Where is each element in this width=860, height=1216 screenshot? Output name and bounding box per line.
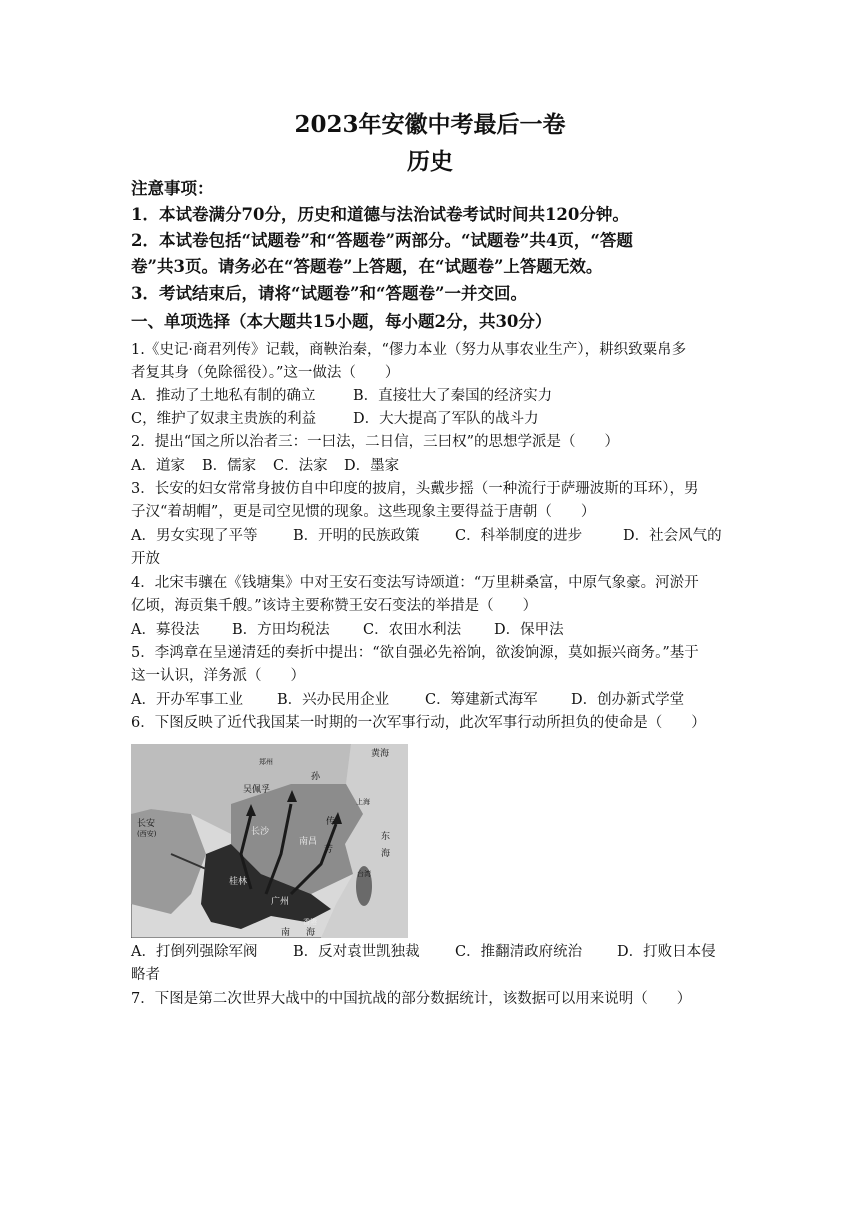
- option: A．打倒列强除军阀: [131, 944, 258, 960]
- notice-item: 1．本试卷满分70分，历史和道德与法治试卷考试时间共120分钟。: [131, 205, 629, 224]
- option: C．科举制度的进步: [455, 528, 583, 544]
- option: B．兴办民用企业: [277, 692, 390, 708]
- map-label: 长沙: [251, 827, 270, 837]
- option-wrap: 开放: [131, 551, 160, 567]
- option-wrap: 略者: [131, 967, 160, 983]
- option: D．大大提高了军队的战斗力: [353, 411, 539, 427]
- exam-title: 2023年安徽中考最后一卷: [294, 111, 566, 138]
- option: B．反对袁世凯独裁: [293, 944, 420, 960]
- option: A．男女实现了平等: [131, 528, 258, 544]
- section-heading: 一、单项选择（本大题共15小题，每小题2分，共30分）: [131, 312, 552, 331]
- notice-item: 2．本试卷包括“试题卷”和“答题卷”两部分。“试题卷”共4页，“答题: [131, 231, 633, 250]
- question-stem: 2．提出“国之所以治者三：一曰法，二日信，三曰权”的思想学派是（ ）: [131, 434, 620, 450]
- map-label: 桂林: [229, 877, 248, 887]
- map-label: 黄海: [371, 749, 390, 759]
- option: B．方田均税法: [232, 622, 330, 638]
- map-label: 上海: [356, 798, 370, 806]
- option: C．筹建新式海军: [425, 692, 538, 708]
- notice-item: 卷”共3页。请务必在“答题卷”上答题，在“试题卷”上答题无效。: [131, 257, 603, 276]
- map-label: 孙: [311, 772, 321, 782]
- question-stem: 者复其身（免除徭役）。”这一做法（ ）: [131, 365, 400, 381]
- option: C．农田水利法: [363, 622, 462, 638]
- option: A．开办军事工业: [131, 692, 243, 708]
- option: D．保甲法: [494, 622, 564, 638]
- option-row: [131, 387, 731, 405]
- map-label: 南: [281, 928, 291, 938]
- option-row: [131, 527, 731, 545]
- option: C，维护了奴隶主贵族的利益: [131, 411, 317, 427]
- map-label: 郑州: [259, 758, 273, 766]
- option-row: [131, 410, 731, 428]
- map-label: 广州: [271, 897, 290, 907]
- option: D．创办新式学堂: [571, 692, 685, 708]
- question-stem: 3．长安的妇女常常身披仿自中印度的披肩，头戴步摇（一种流行于萨珊波斯的耳环），男: [131, 481, 699, 497]
- option: D．打败日本侵: [617, 944, 716, 960]
- notice-heading: 注意事项：: [131, 179, 214, 198]
- map-label: (西安): [137, 830, 157, 838]
- option-row: [131, 457, 731, 475]
- option: A．募役法: [131, 622, 200, 638]
- question-stem: 7．下图是第二次世界大战中的中国抗战的部分数据统计，该数据可以用来说明（ ）: [131, 991, 692, 1007]
- option-row: [131, 621, 731, 639]
- map-label: 海: [381, 849, 391, 859]
- map-label: 香港: [303, 918, 317, 926]
- option: D．墨家: [344, 458, 400, 474]
- question-stem: 这一认识，洋务派（ ）: [131, 668, 305, 684]
- option-row: [131, 943, 731, 961]
- northern-expedition-map: [131, 744, 408, 938]
- map-label: 台湾: [357, 870, 371, 878]
- map-label: 南昌: [299, 837, 318, 847]
- option: B．直接壮大了秦国的经济实力: [353, 388, 553, 404]
- option-row: [131, 691, 731, 709]
- option: A．推动了土地私有制的确立: [131, 388, 316, 404]
- notice-item: 3．考试结束后，请将“试题卷”和“答题卷”一并交回。: [131, 284, 527, 303]
- map-label: 吴佩孚: [243, 785, 271, 795]
- option: D．社会风气的: [623, 528, 722, 544]
- option: B．儒家: [202, 458, 257, 474]
- map-label: 传: [326, 817, 336, 827]
- question-stem: 6．下图反映了近代我国某一时期的一次军事行动，此次军事行动所担负的使命是（ ）: [131, 715, 706, 731]
- option: C．法家: [273, 458, 328, 474]
- map-label: 海: [306, 928, 316, 938]
- map-label: 长安: [137, 819, 156, 829]
- map-label: 东: [381, 832, 391, 842]
- question-stem: 1.《史记·商君列传》记载，商鞅治秦，“僇力本业（努力从事农业生产），耕织致粟帛多: [131, 342, 687, 358]
- question-stem: 5．李鸿章在呈递清廷的奏折中提出：“欲自强必先裕饷，欲浚饷源，莫如振兴商务。”基于: [131, 645, 699, 661]
- map-label: 芳: [324, 845, 334, 855]
- option: B．开明的民族政策: [293, 528, 420, 544]
- question-stem: 4．北宋韦骧在《钱塘集》中对王安石变法写诗颂道：“万里耕桑富，中原气象豪。河淤开: [131, 575, 699, 591]
- subject-title: 历史: [407, 148, 453, 175]
- option: A．道家: [131, 458, 185, 474]
- question-stem: 子汉“着胡帽”，更是司空见惯的现象。这些现象主要得益于唐朝（ ）: [131, 504, 596, 520]
- option: C．推翻清政府统治: [455, 944, 583, 960]
- question-stem: 亿顷，海贡集千艘。”该诗主要称赞王安石变法的举措是（ ）: [131, 598, 538, 614]
